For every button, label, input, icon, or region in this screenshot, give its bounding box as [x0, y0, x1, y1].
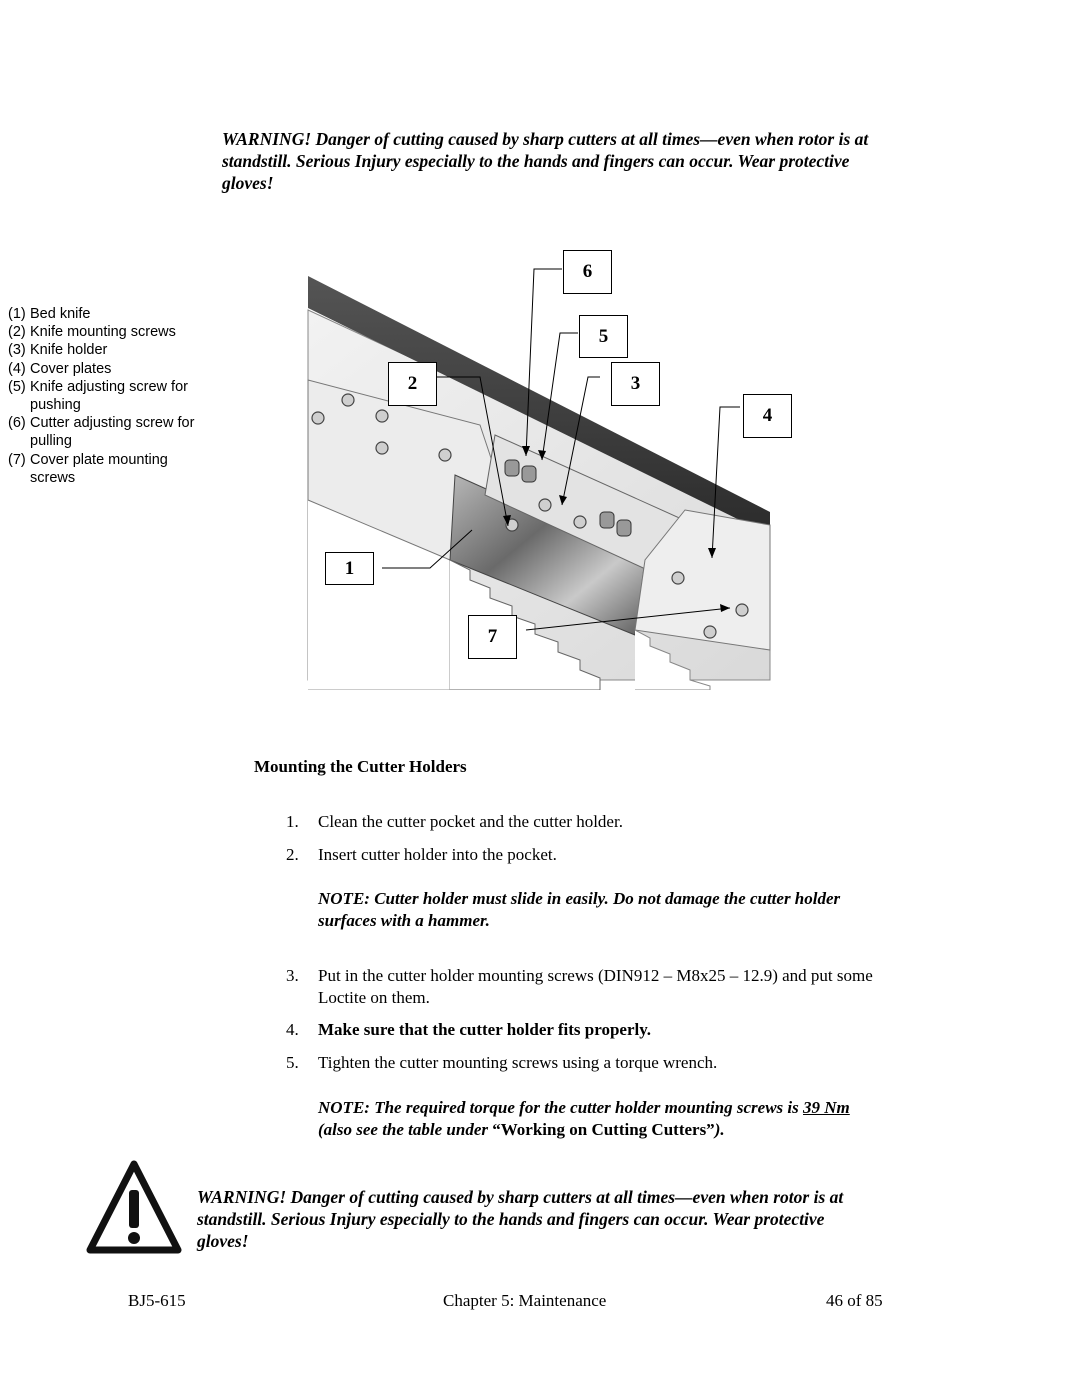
- note-slide-easily: NOTE: Cutter holder must slide in easily. Do not damage the cutter holder surfaces with a hammer.: [318, 889, 841, 930]
- legend-item-knife-mounting-screws: (2) Knife mounting screws: [8, 324, 176, 341]
- callout-4: 4: [743, 394, 792, 438]
- torque-value: 39 Nm: [803, 1098, 850, 1117]
- callout-5: 5: [579, 315, 628, 358]
- warning-top-line-3: gloves!: [222, 173, 274, 193]
- footer-page-number: 46 of 85: [826, 1291, 883, 1310]
- callout-1: 1: [325, 552, 374, 585]
- callout-3: 3: [611, 362, 660, 406]
- footer-chapter: Chapter 5: Maintenance: [443, 1291, 607, 1310]
- list-item: 4. Make sure that the cutter holder fits properly.: [286, 1020, 652, 1039]
- legend-item-cover-plates: (4) Cover plates: [8, 360, 112, 377]
- warning-triangle-icon: [86, 1158, 182, 1256]
- callout-2: 2: [388, 362, 437, 406]
- step-4: [286, 1019, 966, 1041]
- list-item: 2. Insert cutter holder into the pocket.: [286, 845, 557, 864]
- legend-item-cutter-adjusting-screw: (6) Cutter adjusting screw for pulling: [8, 415, 195, 450]
- warning-bottom: WARNING! Danger of cutting caused by sharp cutters at all times—even when rotor is at standstill. Serious Injury especially to the hands and fingers can occur. Wear protective gloves!: [197, 1187, 844, 1251]
- warning-top-line-1: WARNING! Danger of cutting caused by sharp cutters at all times—even when rotor is at: [222, 129, 869, 149]
- steps-1-2: [286, 811, 966, 866]
- cutter-holder-illustration: [300, 250, 800, 690]
- callout-7: 7: [468, 615, 517, 659]
- callout-6: 6: [563, 250, 612, 294]
- legend-item-knife-holder: (3) Knife holder: [8, 342, 108, 359]
- list-item: 1. Clean the cutter pocket and the cutter holder.: [286, 812, 623, 831]
- legend-item-cover-plate-mounting-screws: (7) Cover plate mounting screws: [8, 451, 168, 486]
- section-title: Mounting the Cutter Holders: [254, 757, 467, 776]
- step-3: [286, 965, 976, 1009]
- step-5: [286, 1052, 966, 1074]
- warning-top: [222, 128, 982, 194]
- warning-top-line-2: standstill. Serious Injury especially to the hands and fingers can occur. Wear protective: [222, 151, 850, 171]
- list-item: 3. Put in the cutter holder mounting screws (DIN912 – M8x25 – 12.9) and put some Loctite on them.: [286, 966, 873, 1007]
- figure-legend: [0, 305, 260, 487]
- note-torque: NOTE: The required torque for the cutter holder mounting screws is 39 Nm (also see the table under “Working on Cutting Cutters”).: [318, 1098, 850, 1139]
- footer-doc-id: BJ5-615: [128, 1291, 186, 1310]
- legend-item-knife-adjusting-screw: (5) Knife adjusting screw for pushing: [8, 378, 188, 414]
- table-reference: “Working on Cutting Cutters”: [492, 1120, 715, 1139]
- legend-item-bed-knife: (1) Bed knife: [8, 306, 91, 322]
- list-item: 5. Tighten the cutter mounting screws using a torque wrench.: [286, 1053, 718, 1072]
